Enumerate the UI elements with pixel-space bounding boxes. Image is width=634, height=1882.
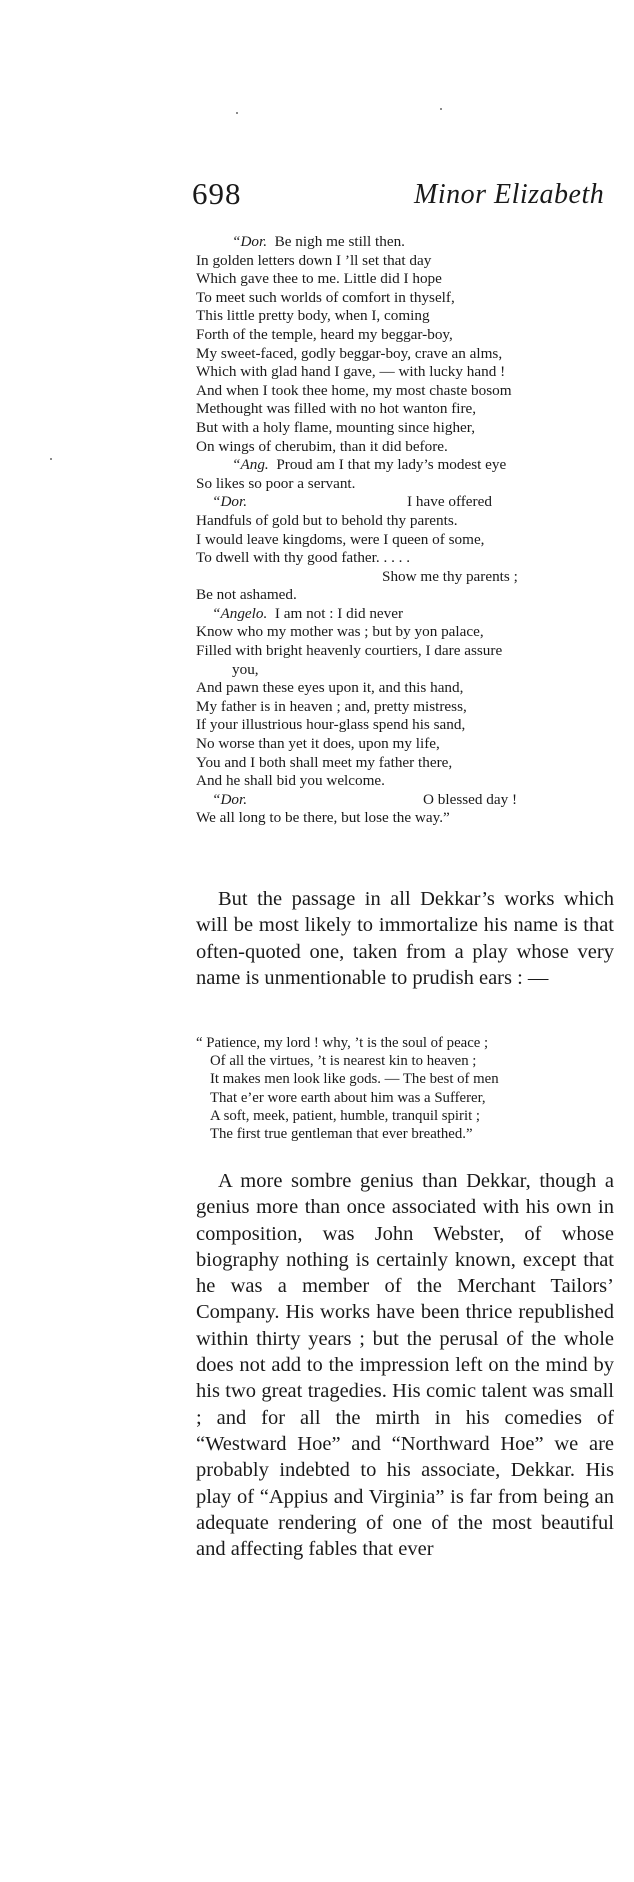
verse-line: So likes so poor a servant. xyxy=(196,474,356,492)
verse-line: This little pretty body, when I, coming xyxy=(196,307,430,325)
verse-line: “Dor. O blessed day ! xyxy=(212,790,518,808)
verse-line: But with a holy flame, mounting since higher, xyxy=(196,418,476,436)
speck-mark xyxy=(50,458,52,460)
verse-line: Filled with bright heavenly courtiers, I dare assure xyxy=(196,642,503,660)
prose-paragraph xyxy=(196,1168,614,1562)
verse-line: Show me thy parents ; xyxy=(382,567,518,585)
page-number: 698 xyxy=(192,176,242,211)
verse-line: Methought was filled with no hot wanton fire, xyxy=(196,400,477,418)
verse-line: “Angelo. I am not : I did never xyxy=(212,604,404,622)
verse-block xyxy=(196,233,634,828)
verse-line: Which gave thee to me. Little did I hope xyxy=(196,270,442,288)
verse-line: On wings of cherubim, than it did before. xyxy=(196,437,448,455)
quote-line: Of all the virtues, ’t is nearest kin to heaven ; xyxy=(210,1053,477,1070)
verse-line: And pawn these eyes upon it, and this hand, xyxy=(196,679,464,697)
page-header xyxy=(192,176,634,216)
quote-line: A soft, meek, patient, humble, tranquil spirit ; xyxy=(210,1107,480,1124)
speck-mark xyxy=(236,112,238,114)
speaker-label: “Dor. xyxy=(232,233,268,250)
paragraph-text: But the passage in all Dekkar’s works which will be most likely to immortalize his name is that often-quoted one, taken from a play whose very name is unmentionable to prudish ears : — xyxy=(196,888,614,989)
verse-line: And he shall bid you welcome. xyxy=(196,772,385,790)
verse-line: And when I took thee home, my most chaste bosom xyxy=(196,381,512,399)
verse-line: Handfuls of gold but to behold thy parents. xyxy=(196,511,458,529)
verse-line: No worse than yet it does, upon my life, xyxy=(196,735,440,753)
paragraph-text: A more sombre genius than Dekkar, though a genius more than once associated with his own in composition, was John Webster, of whose biography nothing is certainly known, except that he was a member of the Merchant Tailors’ Company. His works have been thrice republished within thirty years ; but the perusal of the whole does not add to the impression left on the mind by his two great tragedies. His comic talent was small ; and for all the mirth in his comedies of “Westward Hoe” and “Northward Hoe” we are probably indebted to his associate, Dekkar. His play of “Appius and Virginia” is far from being an adequate rendering of one of the most beautiful and affecting fables that ever xyxy=(196,1170,614,1561)
verse-line: If your illustrious hour-glass spend his sand, xyxy=(196,716,466,734)
verse-line: My sweet-faced, godly beggar-boy, crave an alms, xyxy=(196,344,503,362)
quote-line: The first true gentleman that ever breathed.” xyxy=(210,1125,473,1142)
quote-line: “ Patience, my lord ! why, ’t is the soul of peace ; xyxy=(196,1035,489,1051)
verse-line: Forth of the temple, heard my beggar-boy, xyxy=(196,325,453,343)
speaker-label: “Angelo. xyxy=(212,604,268,622)
verse-line: We all long to be there, but lose the way.” xyxy=(196,809,450,827)
verse-line: You and I both shall meet my father there, xyxy=(196,753,453,771)
verse-line: “Dor. Be nigh me still then. xyxy=(232,233,405,250)
verse-line: Be not ashamed. xyxy=(196,586,297,604)
speck-mark xyxy=(440,108,442,110)
verse-line: Which with glad hand I gave, — with lucky hand ! xyxy=(196,363,506,381)
verse-line: Know who my mother was ; but by yon palace, xyxy=(196,623,484,641)
verse-line: “Dor. I have offered xyxy=(212,493,492,511)
verse-line: you, xyxy=(232,660,259,678)
quotation-block xyxy=(196,1034,634,1143)
running-head: Minor Elizabeth xyxy=(414,179,605,210)
speaker-label: “Ang. xyxy=(232,456,269,474)
prose-paragraph xyxy=(196,886,614,991)
verse-line: To dwell with thy good father. . . . . xyxy=(196,549,411,567)
verse-line: I would leave kingdoms, were I queen of some, xyxy=(196,530,485,548)
quote-line: It makes men look like gods. — The best of men xyxy=(210,1071,499,1088)
verse-line: “Ang. Proud am I that my lady’s modest eye xyxy=(232,456,507,474)
verse-line: To meet such worlds of comfort in thyself, xyxy=(196,288,455,306)
speaker-label: “Dor. xyxy=(212,493,248,511)
quote-line: That e’er wore earth about him was a Sufferer, xyxy=(210,1089,486,1106)
speaker-label: “Dor. xyxy=(212,790,248,808)
verse-line: My father is in heaven ; and, pretty mistress, xyxy=(196,697,467,715)
verse-line: In golden letters down I ’ll set that day xyxy=(196,251,432,269)
